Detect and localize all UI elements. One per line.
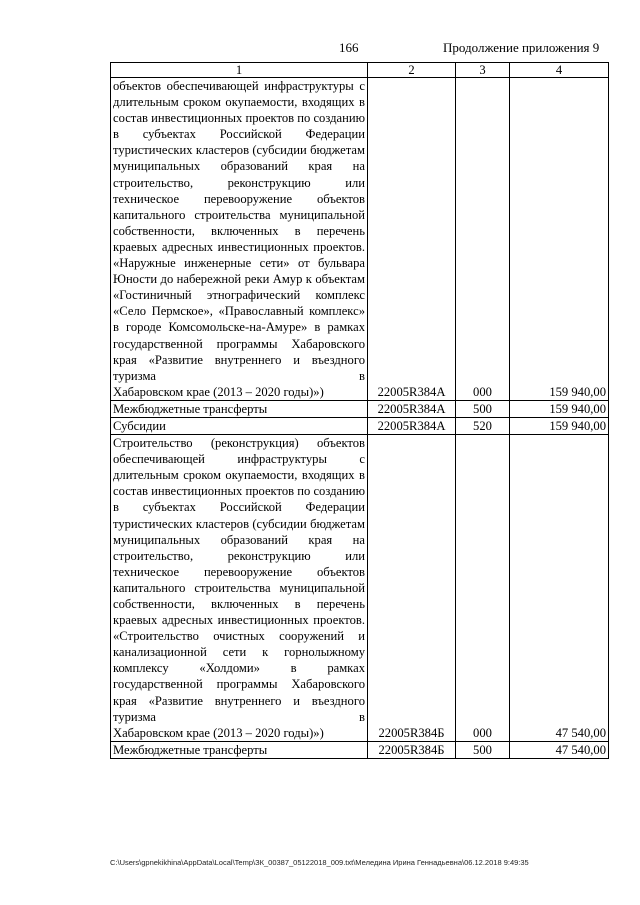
row-description xyxy=(111,435,368,742)
row-description: Субсидии xyxy=(111,417,368,434)
target-item-code: 22005R384Б xyxy=(368,741,456,758)
table-row xyxy=(111,741,609,758)
row-description: Межбюджетные трансферты xyxy=(111,741,368,758)
target-item-code: 22005R384A xyxy=(368,78,456,401)
expense-type-code: 500 xyxy=(456,400,510,417)
row-description-last-line: Хабаровском крае (2013 – 2020 годы)») xyxy=(113,725,324,740)
row-description-last-line: Хабаровском крае (2013 – 2020 годы)») xyxy=(113,384,324,399)
table-header-row xyxy=(111,63,609,78)
expense-type-code: 000 xyxy=(456,78,510,401)
row-description-text: объектов обеспечивающей инфраструктуры с длительным сроком окупаемости, входящих в состав инвестиционных проектов по созданию в субъектах Российской Федерации туристических кластеров (субсидии бюджетам муниципальных образований края на строительство, реконструкцию или техническое перевооружение объектов капитального строительства муниципальной собственности, включенных в перечень краевых адресных инвестиционных проектов. «Наружные инженерные сети» от бульвара Юности до набережной реки Амур к объектам «Гостиничный этнографический комплекс «Село Пермское», «Православный комплекс» в городе Комсомольске-на-Амуре» в рамках государственной программы Хабаровского края «Развитие внутреннего и въездного туризма в xyxy=(113,79,365,383)
expense-type-code: 500 xyxy=(456,741,510,758)
column-header-1: 1 xyxy=(111,63,368,78)
column-header-4: 4 xyxy=(510,63,609,78)
table-row xyxy=(111,400,609,417)
target-item-code: 22005R384A xyxy=(368,417,456,434)
expense-type-code: 520 xyxy=(456,417,510,434)
column-header-2: 2 xyxy=(368,63,456,78)
amount: 47 540,00 xyxy=(510,741,609,758)
target-item-code: 22005R384A xyxy=(368,400,456,417)
table-row xyxy=(111,78,609,401)
column-header-3: 3 xyxy=(456,63,510,78)
budget-table xyxy=(110,62,609,759)
table-row xyxy=(111,417,609,434)
appendix-continuation-label: Продолжение приложения 9 xyxy=(443,40,600,55)
target-item-code: 22005R384Б xyxy=(368,435,456,742)
file-path-footer: C:\Users\gpnekikhina\AppData\Local\Temp\ЗК_00387_05122018_009.txt\Меледина Ирина Геннадьевна\06.12.2018 9:49:35 xyxy=(110,858,529,867)
page-number: 166 xyxy=(339,40,359,55)
amount: 159 940,00 xyxy=(510,400,609,417)
row-description: Межбюджетные трансферты xyxy=(111,400,368,417)
row-description-text: Строительство (реконструкция) объектов обеспечивающей инфраструктуры с длительным сроком окупаемости, входящих в состав инвестиционных проектов по созданию в субъектах Российской Федерации туристических кластеров (субсидии бюджетам муниципальных образований края на строительство, реконструкцию или техническое перевооружение объектов капитального строительства муниципальной собственности, включенных в перечень краевых адресных инвестиционных проектов. «Строительство очистных сооружений и канализационной сети к горнолыжному комплексу «Холдоми» в рамках государственной программы Хабаровского края «Развитие внутреннего и въездного туризма в xyxy=(113,436,365,724)
table-row xyxy=(111,435,609,742)
expense-type-code: 000 xyxy=(456,435,510,742)
amount: 159 940,00 xyxy=(510,78,609,401)
amount: 159 940,00 xyxy=(510,417,609,434)
row-description xyxy=(111,78,368,401)
amount: 47 540,00 xyxy=(510,435,609,742)
